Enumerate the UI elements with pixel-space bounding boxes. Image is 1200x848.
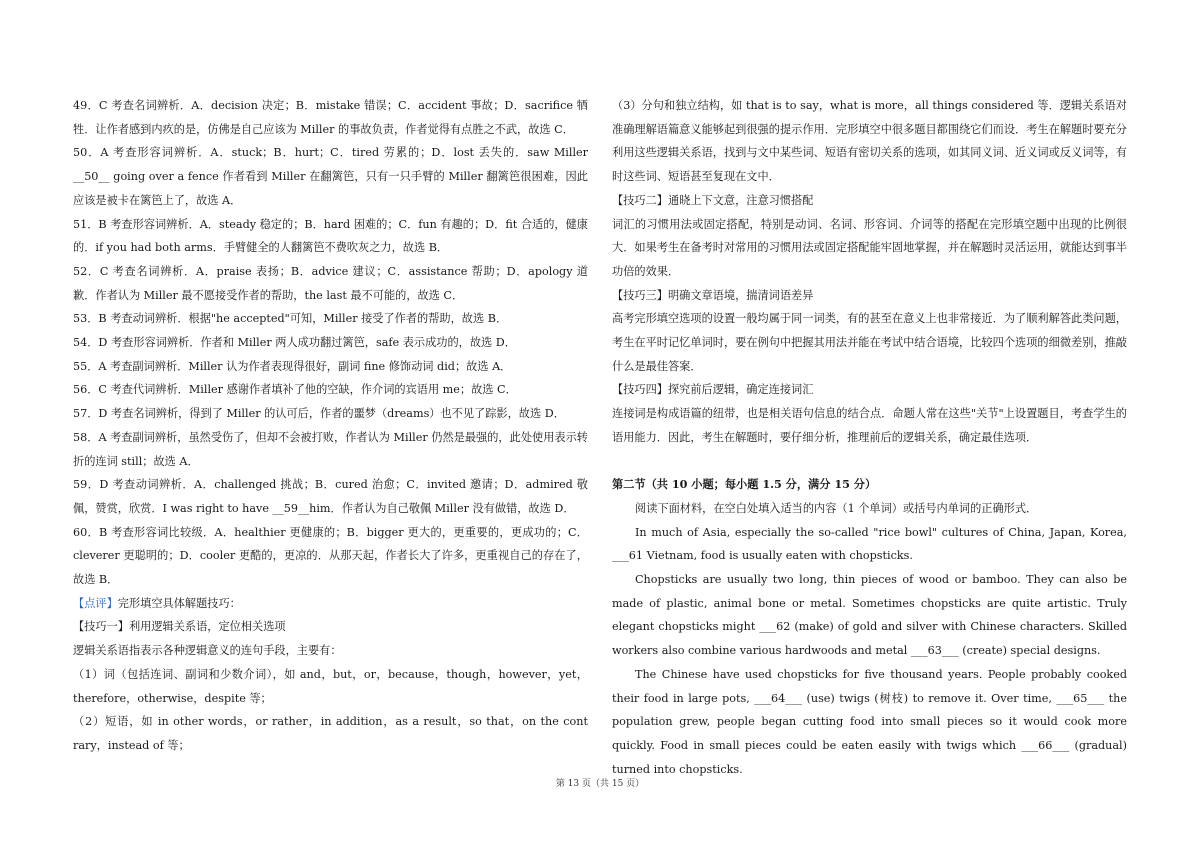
- left-paragraph: [73, 355, 588, 379]
- right-paragraph-text: 连接词是构成语篇的纽带，也是相关语句信息的结合点．命题人常在这些"关节"上设置题目，考查学生的语用能力．因此，考生在解题时，要仔细分析，推理前后的逻辑关系，确定最佳选项．: [612, 407, 1127, 444]
- left-paragraph-text: 50．A 考查形容词辨析．A．stuck；B．hurt；C．tired 劳累的；D．lost 丢失的．saw Miller __50__ going over a fence 作者看到 Miller 在翻篱笆，只有一只手臂的 Miller 翻篱笆很困难，因此应该是被卡在篱笆上了，故选 A．: [73, 146, 588, 207]
- left-paragraph-text: 56．C 考查代词辨析．Miller 感谢作者填补了他的空缺，作介词的宾语用 me；故选 C．: [73, 383, 517, 397]
- left-paragraph: [73, 426, 588, 473]
- left-paragraph: [73, 663, 588, 710]
- left-column: [73, 94, 588, 758]
- left-paragraph-text: （1）词（包括连词、副词和少数介词），如 and，but，or，because，though，however，yet，therefore，otherwise，despite 等；: [73, 667, 588, 705]
- left-paragraph: [73, 378, 588, 402]
- left-paragraph: [73, 639, 588, 663]
- left-paragraph-text: 53．B 考查动词辨析．根据"he accepted"可知，Miller 接受了作者的帮助，故选 B．: [73, 312, 508, 326]
- right-paragraph: [612, 497, 1127, 521]
- left-paragraph-text: 49．C 考查名词辨析．A．decision 决定；B．mistake 错误；C．accident 事故；D．sacrifice 牺牲．让作者感到内疚的是，仿佛是自己应该为 Miller 的事故负责，作者觉得有点胜之不武，故选 C．: [73, 99, 588, 136]
- left-paragraph: [73, 710, 588, 757]
- right-paragraph-text: The Chinese have used chopsticks for five thousand years. People probably cooked their food in large pots, ___64___ (use) twigs (树枝) to remove it. Over time, ___65___ the population grew, people began cutting food into small pieces so it would cook more quickly. Food in small pieces could be eaten easily with twigs which ___66___ (gradual) turned into chopsticks.: [612, 667, 1127, 776]
- left-paragraph: [73, 307, 588, 331]
- left-paragraph: [73, 521, 588, 592]
- right-paragraph-text: 词汇的习惯用法或固定搭配，特别是动词、名词、形容词、介词等的搭配在完形填空题中出现的比例很大．如果考生在备考时对常用的习惯用法或固定搭配能牢固地掌握，并在解题时灵活运用，就能达到事半功倍的效果．: [612, 217, 1127, 278]
- right-paragraph: [612, 663, 1127, 782]
- left-paragraph-text: 55．A 考查副词辨析．Miller 认为作者表现得很好，副词 fine 修饰动词 did；故选 A．: [73, 359, 512, 373]
- left-paragraph-text: 60．B 考查形容词比较级．A．healthier 更健康的；B．bigger 更大的，更重要的，更成功的；C．cleverer 更聪明的；D．cooler 更酷的，更凉的．从那天起，作者长大了许多，更重视自己的存在了，故选 B．: [73, 525, 588, 587]
- page-footer: 第 13 页（共 15 页）: [555, 779, 645, 789]
- comment-label: 【点评】: [73, 596, 118, 610]
- right-paragraph-text: （3）分句和独立结构，如 that is to say，what is more，all things considered 等．逻辑关系语对准确理解语篇意义能够起到很强的提示作用．完形填空中很多题目都围绕它们而设．考生在解题时要充分利用这些逻辑关系语，找到与文中某些词、短语有密切关系的选项，如其同义词、近义词或反义词等，有时这些词、短语甚至复现在文中．: [612, 99, 1127, 184]
- right-paragraph: [612, 307, 1127, 378]
- left-paragraph: [73, 592, 588, 616]
- right-paragraph: [612, 402, 1127, 449]
- left-paragraph: [73, 473, 588, 520]
- left-paragraph: [73, 94, 588, 141]
- right-paragraph-text: 【技巧四】探究前后逻辑，确定连接词汇: [612, 383, 814, 397]
- right-paragraph-text: Chopsticks are usually two long, thin pieces of wood or bamboo. They can also be made of plastic, animal bone or metal. Sometimes chopsticks are quite artistic. Truly elegant chopsticks might ___62 (make) of gold and silver with Chinese characters. Skilled workers also combine various hardwoods and metal ___63___ (create) special designs.: [612, 573, 1127, 658]
- right-paragraph: [612, 473, 1127, 497]
- left-paragraph-text: 59．D 考查动词辨析．A．challenged 挑战；B．cured 治愈；C．invited 邀请；D．admired 敬佩，赞赏，欣赏．I was right to have __59__him．作者认为自己敬佩 Miller 没有做错，故选 D．: [73, 478, 588, 515]
- right-paragraph-text: 阅读下面材料，在空白处填入适当的内容（1 个单词）或括号内单词的正确形式．: [635, 501, 1038, 515]
- left-paragraph: [73, 260, 588, 307]
- left-paragraph-text: （2）短语，如 in other words，or rather，in addition，as a result，so that，on the cont rary，instead of 等；: [73, 715, 588, 752]
- right-paragraph: [612, 189, 1127, 213]
- left-paragraph: [73, 141, 588, 212]
- left-paragraph: [73, 615, 588, 639]
- right-paragraph-text: 高考完形填空选项的设置一般均属于同一词类，有的甚至在意义上也非常接近．为了顺利解答此类问题，考生在平时记忆单词时，要在例句中把握其用法并能在考试中结合语境，比较四个选项的细微差别，推敲什么是最佳答案．: [612, 312, 1127, 373]
- left-paragraph-text: 54．D 考查形容词辨析．作者和 Miller 两人成功翻过篱笆，safe 表示成功的，故选 D．: [73, 336, 516, 350]
- left-paragraph-text: 52．C 考查名词辨析．A．praise 表扬；B．advice 建议；C．assistance 帮助；D．apology 道歉．作者认为 Miller 最不愿接受作者的帮助，the last 最不可能的，故选 C．: [73, 264, 588, 302]
- left-paragraph-text: 【技巧一】利用逻辑关系语，定位相关选项: [73, 620, 286, 634]
- left-paragraph: [73, 213, 588, 260]
- right-paragraph-text: In much of Asia, especially the so-called "rice bowl" cultures of China, Japan, Korea, ___61 Vietnam, food is usually eaten with chopsticks.: [612, 525, 1127, 563]
- left-paragraph-text: 58．A 考查副词辨析，虽然受伤了，但却不会被打败，作者认为 Miller 仍然是最强的，此处使用表示转折的连词 still；故选 A．: [73, 430, 588, 468]
- right-paragraph: [612, 213, 1127, 284]
- left-paragraph-text: 57．D 考查名词辨析，得到了 Miller 的认可后，作者的噩梦（dreams）也不见了踪影，故选 D．: [73, 407, 565, 421]
- right-paragraph-text: 【技巧三】明确文章语境，揣清词语差异: [612, 288, 814, 302]
- right-paragraph: [612, 378, 1127, 402]
- left-paragraph: [73, 331, 588, 355]
- right-paragraph: [612, 284, 1127, 308]
- right-column: [612, 94, 1127, 781]
- left-paragraph: [73, 402, 588, 426]
- left-paragraph-text: 逻辑关系语指表示各种逻辑意义的连句手段，主要有：: [73, 644, 342, 658]
- left-paragraph-text: 完形填空具体解题技巧：: [117, 596, 241, 610]
- right-paragraph-text: 第二节（共 10 小题；每小题 1.5 分，满分 15 分）: [612, 477, 877, 492]
- right-paragraph-text: 【技巧二】通晓上下文意，注意习惯搭配: [612, 193, 814, 207]
- right-paragraph: [612, 521, 1127, 568]
- right-paragraph: [612, 568, 1127, 663]
- left-paragraph-text: 51．B 考查形容词辨析．A．steady 稳定的；B．hard 困难的；C．fun 有趣的；D．fit 合适的，健康的．if you had both arms．手臂健全的人翻篱笆不费吹灰之力，故选 B．: [73, 217, 588, 255]
- right-paragraph: [612, 94, 1127, 189]
